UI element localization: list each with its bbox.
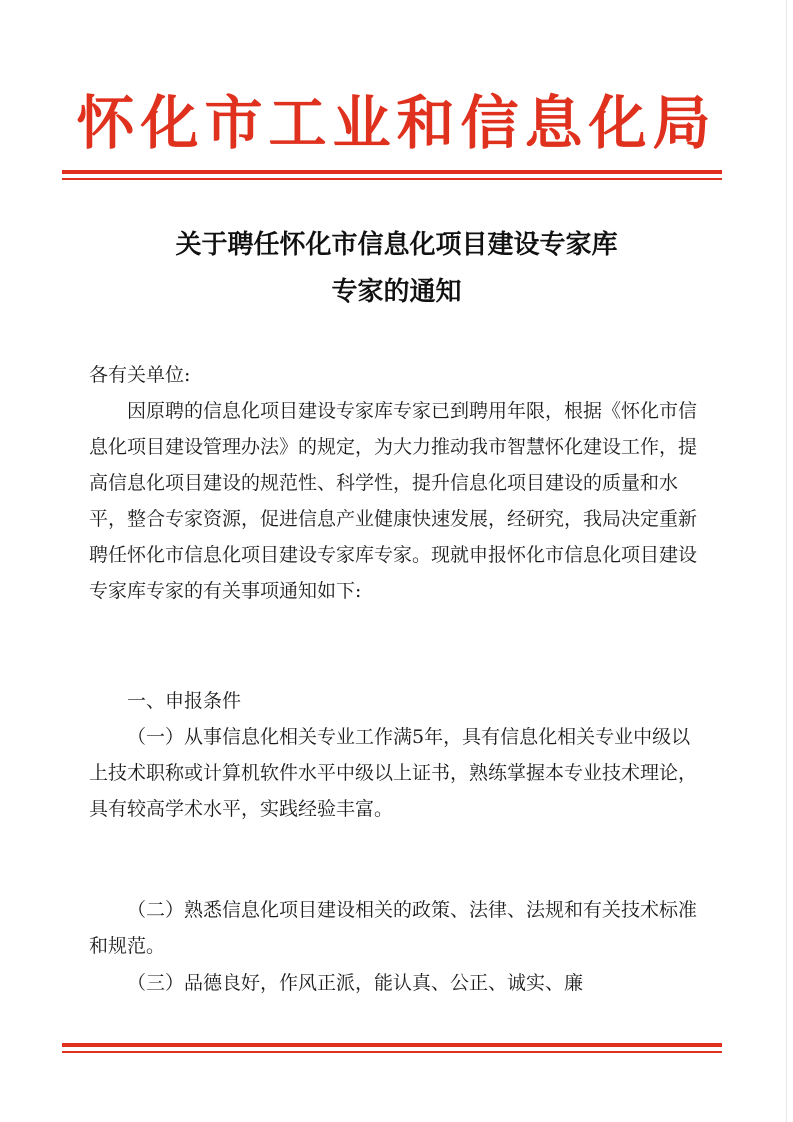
requirement-item-1: （一）从事信息化相关专业工作满5年，具有信息化相关专业中级以上技术职称或计算机软件水平中级以上证书，熟练掌握本专业技术理论，具有较高学术水平，实践经验丰富。: [89, 726, 698, 820]
salutation: 各有关单位:: [89, 364, 191, 386]
scan-edge-line: [786, 0, 787, 1122]
intro-paragraph: 因原聘的信息化项目建设专家库专家已到聘用年限，根据《怀化市信息化项目建设管理办法》的规定，为大力推动我市智慧怀化建设工作，提高信息化项目建设的规范性、科学性，提升信息化项目建设的质量和水平，整合专家资源，促进信息产业健康快速发展，经研究，我局决定重新聘任怀化市信息化项目建设专家库专家。现就申报怀化市信息化项目建设专家库专家的有关事项通知如下:: [89, 400, 698, 602]
requirement-item-2: （二）熟悉信息化项目建设相关的政策、法律、法规和有关技术标准和规范。: [89, 899, 698, 957]
organization-masthead: 怀化市工业和信息化局: [76, 89, 717, 157]
footer-red-rule-thick: [62, 1043, 722, 1047]
document-title-line2: 专家的通知: [331, 277, 462, 307]
section-heading-requirements: 一、申报条件: [127, 690, 242, 712]
document-title-line1: 关于聘任怀化市信息化项目建设专家库: [175, 230, 618, 260]
header-red-rule-thick: [62, 170, 722, 174]
requirement-item-3: （三）品德良好，作风正派，能认真、公正、诚实、廉: [127, 972, 584, 994]
header-red-rule-thin: [62, 178, 722, 180]
footer-red-rule-thin: [62, 1051, 722, 1053]
